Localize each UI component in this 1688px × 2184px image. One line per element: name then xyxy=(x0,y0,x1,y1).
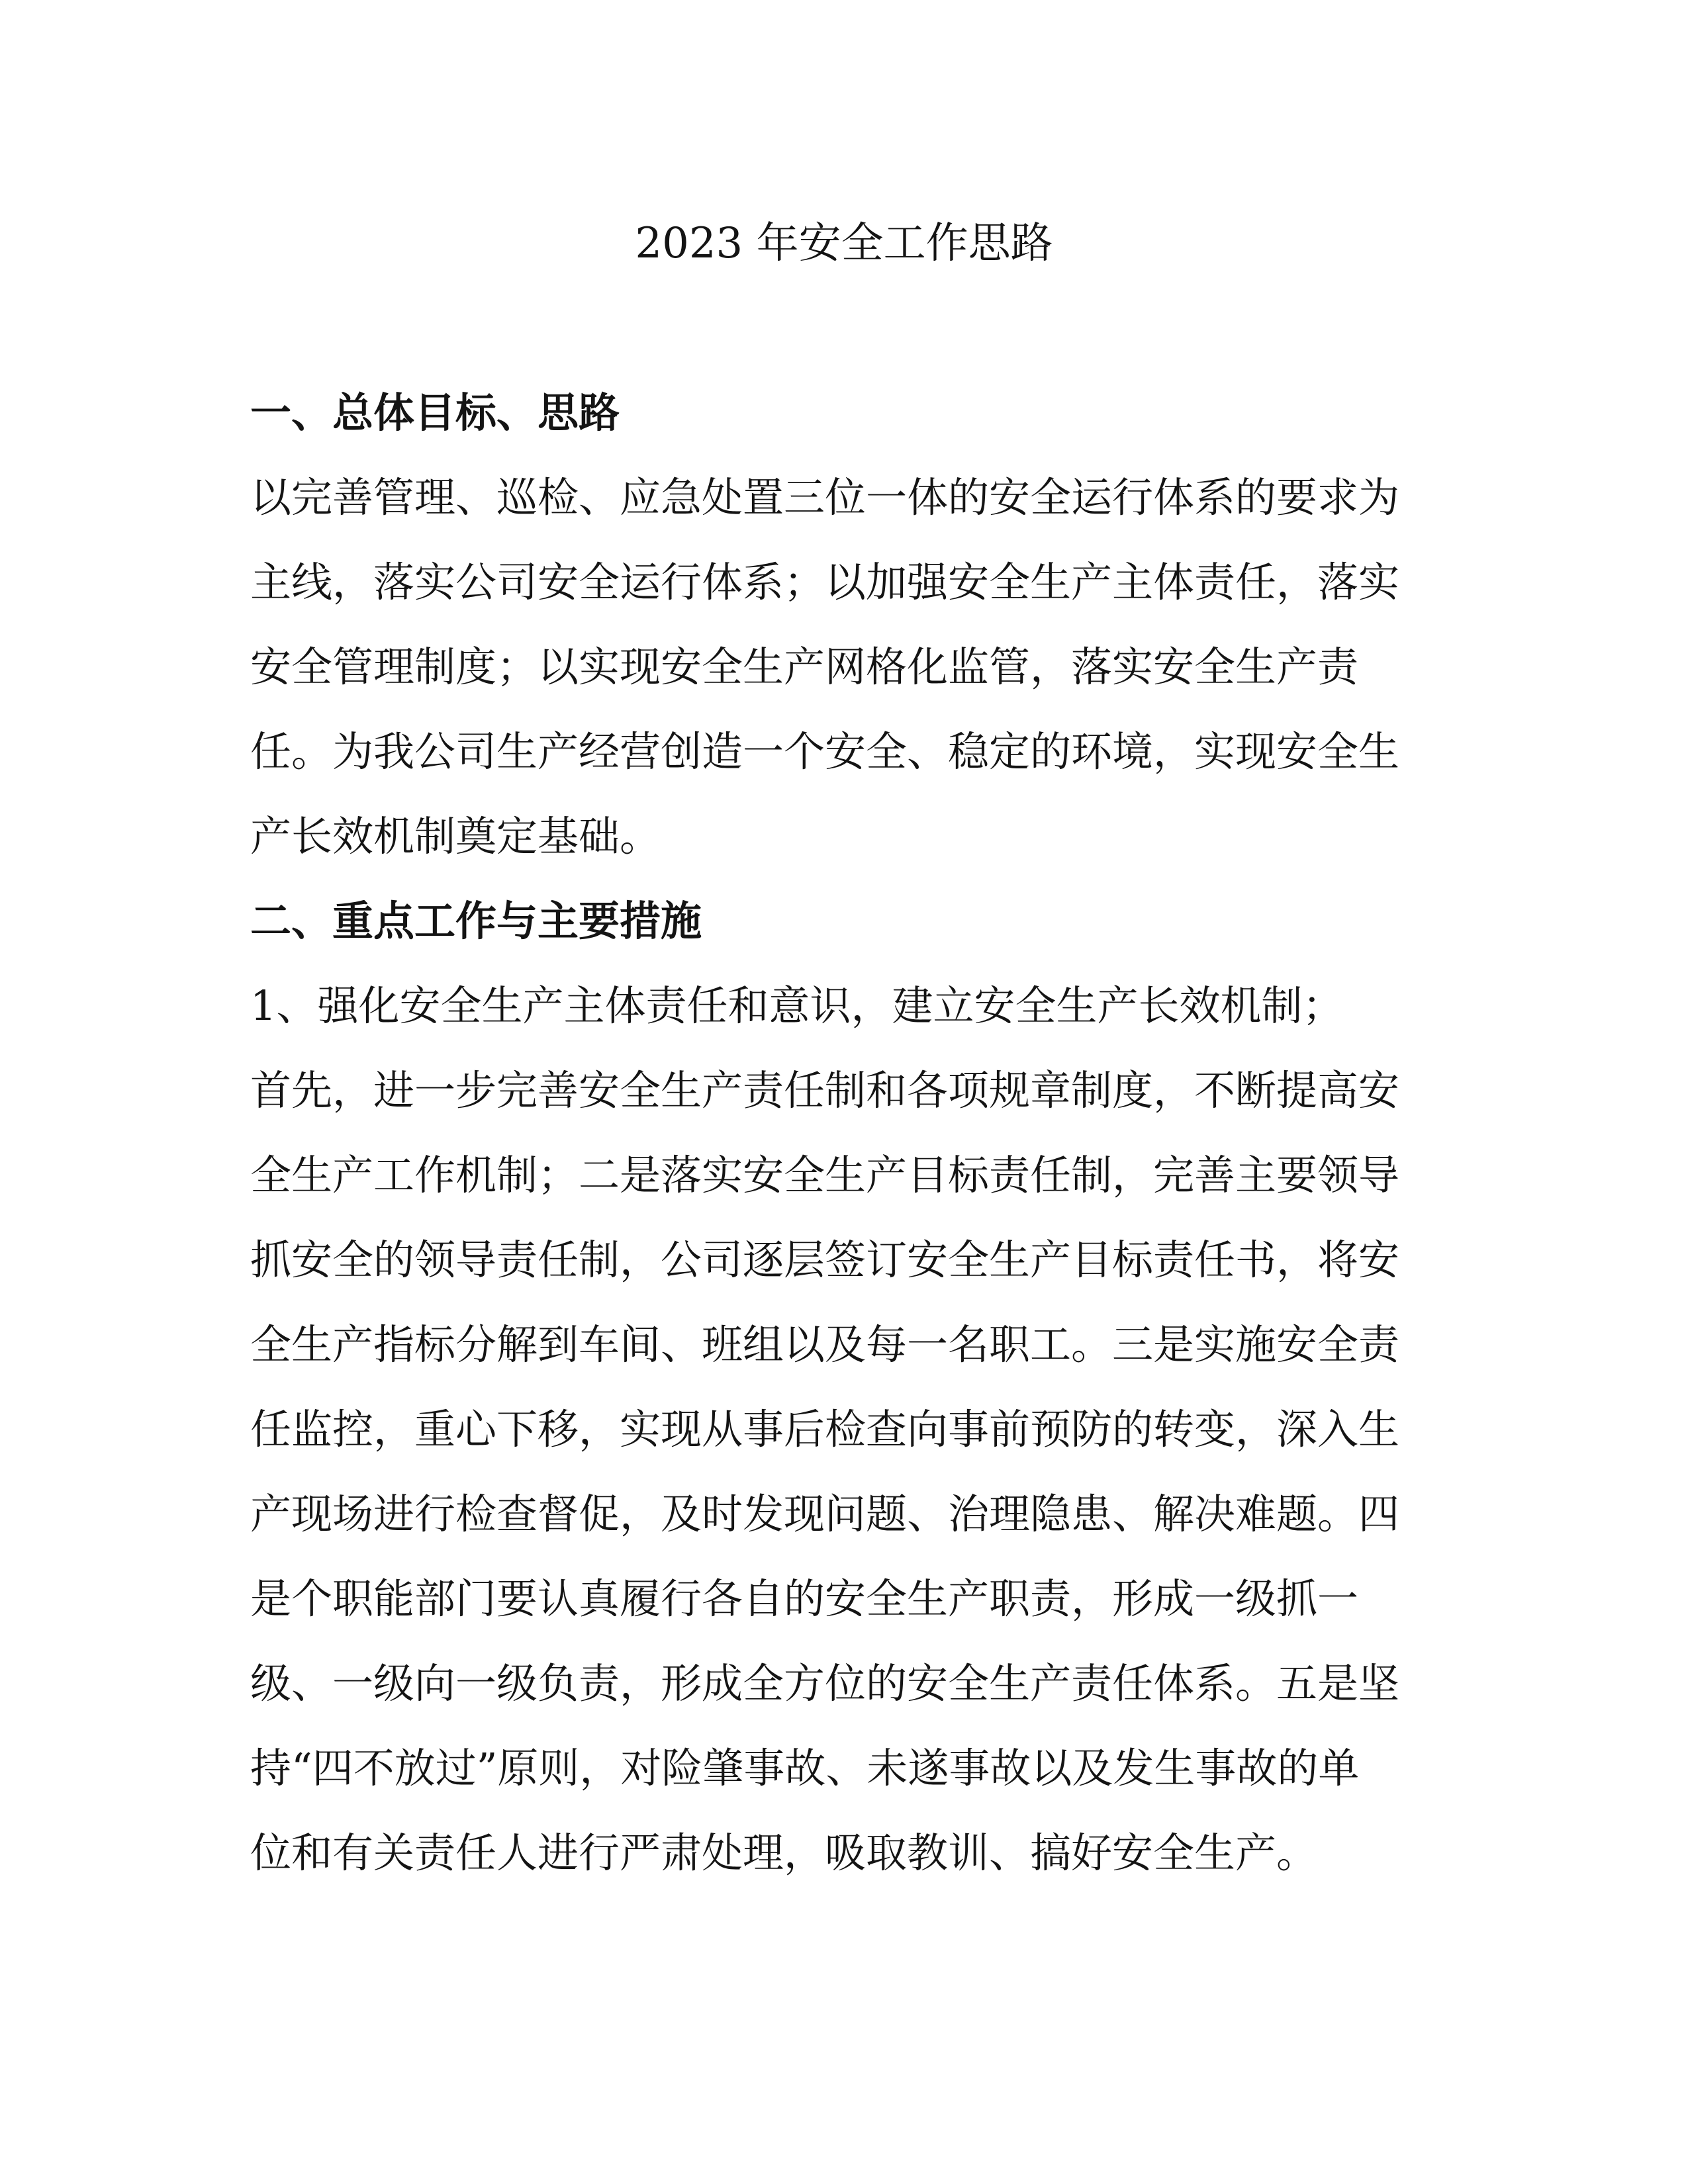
paragraph-line: 是个职能部门要认真履行各自的安全生产职责，形成一级抓一 xyxy=(250,1574,1359,1623)
paragraph-line: 全生产工作机制；二是落实安全生产目标责任制，完善主要领导 xyxy=(250,1151,1400,1199)
paragraph-line: 主线，落实公司安全运行体系；以加强安全生产主体责任，落实 xyxy=(250,558,1400,606)
paragraph-line: 任。为我公司生产经营创造一个安全、稳定的环境，实现安全生 xyxy=(250,727,1400,776)
paragraph-line: 产现场进行检查督促，及时发现问题、治理隐患、解决难题。四 xyxy=(250,1490,1400,1538)
paragraph-line: 位和有关责任人进行严肃处理，吸取教训、搞好安全生产。 xyxy=(250,1829,1318,1877)
paragraph-line: 以完善管理、巡检、应急处置三位一体的安全运行体系的要求为 xyxy=(250,473,1400,522)
paragraph-line: 任监控，重心下移，实现从事后检查向事前预防的转变，深入生 xyxy=(250,1405,1400,1453)
paragraph-line: 抓安全的领导责任制，公司逐层签订安全生产目标责任书，将安 xyxy=(250,1236,1400,1284)
document-title: 2023 年安全工作思路 xyxy=(635,219,1053,268)
paragraph-line: 级、一级向一级负责，形成全方位的安全生产责任体系。五是坚 xyxy=(250,1659,1400,1707)
paragraph-line: 持“四不放过”原则，对险肇事故、未遂事故以及发生事故的单 xyxy=(250,1744,1360,1792)
section2-heading: 二、重点工作与主要措施 xyxy=(250,897,702,945)
paragraph-line: 全生产指标分解到车间、班组以及每一名职工。三是实施安全责 xyxy=(250,1320,1400,1369)
paragraph-line: 产长效机制奠定基础。 xyxy=(250,812,661,860)
paragraph-line: 首先，进一步完善安全生产责任制和各项规章制度，不断提高安 xyxy=(250,1066,1400,1115)
paragraph-line: 安全管理制度；以实现安全生产网格化监管，落实安全生产责 xyxy=(250,643,1359,691)
list-item-1: 1、强化安全生产主体责任和意识，建立安全生产长效机制； xyxy=(250,981,1344,1030)
section1-heading: 一、总体目标、思路 xyxy=(250,388,620,437)
